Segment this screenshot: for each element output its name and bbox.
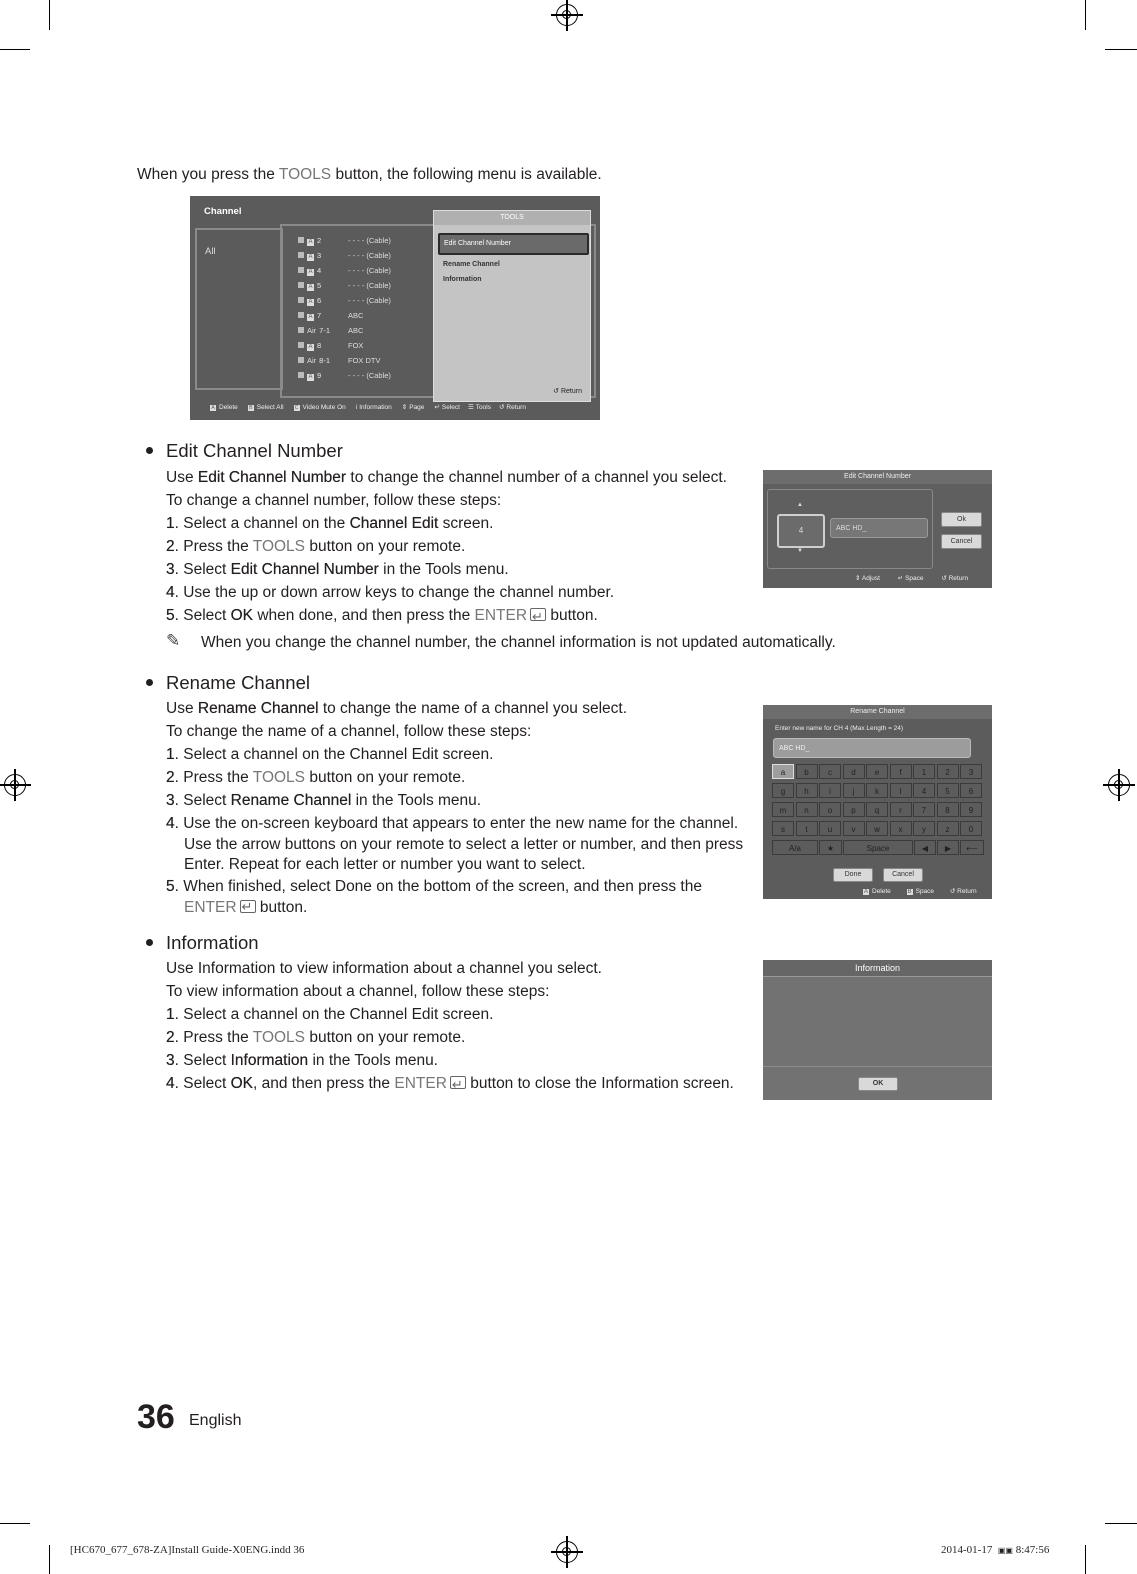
- info-step-3: 3. Select Information in the Tools menu.: [166, 1052, 438, 1069]
- channel-row[interactable]: [298, 236, 391, 251]
- channel-name: - - - - (Cable): [348, 296, 391, 305]
- antenna-a-icon: A: [308, 299, 313, 305]
- crop-mark: [49, 1545, 50, 1574]
- channel-row[interactable]: [298, 371, 391, 386]
- page-language: English: [189, 1412, 242, 1429]
- rename-step-2: 2. Press the TOOLS button on your remote.: [166, 769, 466, 786]
- channel-name: - - - - (Cable): [348, 251, 391, 260]
- cancel-button[interactable]: Cancel: [883, 868, 923, 882]
- heading-rename-channel: Rename Channel: [166, 672, 310, 693]
- antenna-a-icon: A: [308, 314, 313, 320]
- edit-step-2: 2. Press the TOOLS button on your remote.: [166, 538, 466, 555]
- keyboard-key[interactable]: q: [866, 802, 888, 817]
- video-mute-key-icon: C: [294, 405, 299, 411]
- rename-screen-footer: [863, 887, 977, 895]
- antenna-a-icon: A: [308, 374, 313, 380]
- enter-icon: [450, 1076, 466, 1089]
- edit-note: When you change the channel number, the channel information is not updated automatically.: [201, 634, 836, 651]
- channel-number: 7: [317, 311, 322, 320]
- footer-label: Select All: [256, 404, 284, 411]
- return-icon: ↺: [498, 404, 505, 411]
- footer-hint[interactable]: [499, 404, 526, 411]
- edit-screen-panel: [767, 489, 933, 569]
- chevron-down-icon[interactable]: ▼: [797, 548, 803, 554]
- footer-hint[interactable]: [248, 404, 284, 411]
- air-icon: Air: [307, 326, 317, 335]
- ok-button[interactable]: OK: [858, 1077, 898, 1091]
- tools-item-edit-channel-number[interactable]: Edit Channel Number: [438, 233, 589, 255]
- crop-mark: [1105, 1523, 1137, 1524]
- checkbox-icon[interactable]: [298, 357, 304, 363]
- tools-icon: ☰: [467, 404, 474, 411]
- channel-row[interactable]: [298, 251, 391, 266]
- rename-step-4: 4. Use the on-screen keyboard that appears to enter the new name for the channel.: [166, 815, 739, 832]
- footer-hint[interactable]: [294, 404, 346, 411]
- channel-number: 3: [317, 251, 322, 260]
- checkbox-icon[interactable]: [298, 372, 304, 378]
- registration-mark-icon: [4, 774, 26, 796]
- channel-row[interactable]: [298, 341, 364, 356]
- bullet-icon: [146, 679, 153, 686]
- channel-row[interactable]: [298, 311, 364, 326]
- rename-paragraph-2: To change the name of a channel, follow these steps:: [166, 723, 532, 740]
- channel-number: 5: [317, 281, 322, 290]
- select-all-key-icon: B: [249, 405, 253, 411]
- channel-row[interactable]: [298, 296, 391, 311]
- channel-number: 8-1: [319, 356, 331, 365]
- keyboard-key[interactable]: c: [819, 764, 841, 779]
- keyboard-key[interactable]: l: [890, 783, 912, 798]
- keyboard-key[interactable]: 1: [913, 764, 935, 779]
- crop-mark: [0, 49, 30, 50]
- space-hint: B Space: [907, 888, 935, 895]
- keyboard-key[interactable]: 2: [937, 764, 959, 779]
- keyboard-key[interactable]: m: [772, 802, 794, 817]
- crop-mark: [1085, 1545, 1086, 1574]
- note-pencil-icon: ✎: [166, 631, 181, 650]
- crop-mark: [0, 1523, 30, 1524]
- antenna-a-icon: A: [308, 239, 313, 245]
- enter-icon: [530, 608, 546, 621]
- keyboard-key[interactable]: 3: [960, 764, 982, 779]
- return-hint[interactable]: ↺ Return: [941, 575, 969, 582]
- adjust-hint: ⇕ Adjust: [855, 575, 880, 582]
- edit-step-4: 4. Use the up or down arrow keys to change the channel number.: [166, 584, 615, 601]
- keyboard-key[interactable]: v: [843, 821, 865, 836]
- print-timestamp: 2014-01-17 ▣▣ 8:47:56: [941, 1544, 1050, 1556]
- channel-number: 8: [317, 341, 322, 350]
- info-icon: i: [355, 404, 358, 411]
- info-step-1: 1. Select a channel on the Channel Edit screen.: [166, 1006, 494, 1023]
- heading-information: Information: [166, 932, 259, 953]
- ok-button[interactable]: Ok: [941, 512, 982, 527]
- keyboard-key[interactable]: z: [937, 821, 959, 836]
- enter-icon: [240, 900, 256, 913]
- channel-number: 2: [317, 236, 322, 245]
- backspace-key[interactable]: ⟵: [960, 840, 984, 855]
- rename-step-1: 1. Select a channel on the Channel Edit screen.: [166, 746, 494, 763]
- checkbox-icon[interactable]: [298, 312, 304, 318]
- info-paragraph-2: To view information about a channel, follow these steps:: [166, 983, 550, 1000]
- footer-hint[interactable]: [434, 404, 460, 411]
- info-paragraph-1: Use Information to view information about a channel you select.: [166, 960, 602, 977]
- checkbox-icon[interactable]: [298, 282, 304, 288]
- channel-name: FOX DTV: [348, 356, 381, 365]
- footer-label: Video Mute On: [302, 404, 346, 411]
- keyboard-key[interactable]: g: [772, 783, 794, 798]
- edit-channel-number-screen: [763, 470, 992, 588]
- rename-section-body: [166, 697, 756, 918]
- keyboard-key[interactable]: w: [866, 821, 888, 836]
- tools-item-information[interactable]: Information: [443, 276, 482, 283]
- registration-mark-icon: [556, 1541, 578, 1563]
- channel-row[interactable]: [298, 281, 391, 296]
- footer-label: Tools: [475, 404, 491, 411]
- checkbox-icon[interactable]: [298, 252, 304, 258]
- channel-screen-title: Channel: [204, 206, 242, 217]
- heading-edit-channel-number: Edit Channel Number: [166, 440, 343, 461]
- channel-number: 9: [317, 371, 322, 380]
- left-arrow-key[interactable]: ◀: [914, 840, 936, 855]
- page-arrows-icon: ⇕: [401, 404, 408, 411]
- footer-hint[interactable]: [468, 404, 491, 411]
- return-hint[interactable]: ↺ Return: [949, 888, 977, 895]
- done-button[interactable]: Done: [833, 868, 873, 882]
- footer-label: Delete: [219, 404, 238, 411]
- keyboard-key[interactable]: 0: [960, 821, 982, 836]
- registration-mark-icon: [556, 4, 578, 26]
- antenna-a-icon: A: [308, 344, 313, 350]
- bullet-icon: [146, 939, 153, 946]
- antenna-a-icon: A: [308, 269, 313, 275]
- rename-screen-title: Rename Channel: [763, 705, 992, 719]
- delete-hint: A Delete: [863, 888, 891, 895]
- channel-screen: [190, 196, 600, 420]
- channel-name: FOX: [348, 341, 364, 350]
- crop-mark: [1085, 0, 1086, 30]
- footer-label: Page: [409, 404, 425, 411]
- channel-name: - - - - (Cable): [348, 281, 391, 290]
- tools-popup: [433, 210, 591, 402]
- keyboard-key[interactable]: a: [772, 764, 794, 779]
- checkbox-icon[interactable]: [298, 342, 304, 348]
- edit-screen-footer: [855, 574, 968, 582]
- intro-text: When you press the TOOLS button, the following menu is available.: [137, 166, 602, 183]
- edit-step-3: 3. Select Edit Channel Number in the Tools menu.: [166, 561, 509, 578]
- filter-panel: [195, 228, 283, 390]
- keyboard-key[interactable]: e: [866, 764, 888, 779]
- info-screen-title: Information: [763, 960, 992, 977]
- keyboard-key[interactable]: k: [866, 783, 888, 798]
- tools-item-rename-channel[interactable]: Rename Channel: [443, 261, 500, 268]
- rename-step-5-cont: ENTER↵ button.: [166, 898, 756, 918]
- crop-mark: [49, 0, 50, 30]
- channel-name: - - - - (Cable): [348, 236, 391, 245]
- rename-prompt: Enter new name for CH 4 (Max Length = 24): [775, 725, 904, 732]
- checkbox-icon[interactable]: [298, 297, 304, 303]
- keyboard-key[interactable]: x: [890, 821, 912, 836]
- keyboard-key[interactable]: r: [890, 802, 912, 817]
- rename-paragraph-1: Use Rename Channel to change the name of a channel you select.: [166, 700, 628, 717]
- registration-mark-icon: [1108, 774, 1130, 796]
- keyboard-key[interactable]: 7: [913, 802, 935, 817]
- case-toggle-key[interactable]: A/a: [772, 840, 818, 855]
- delete-key-icon: A: [211, 405, 215, 411]
- keyboard-key[interactable]: 5: [937, 783, 959, 798]
- keyboard-key[interactable]: p: [843, 802, 865, 817]
- checkbox-icon[interactable]: [298, 327, 304, 333]
- air-icon: Air: [307, 356, 317, 365]
- footer-hint[interactable]: [402, 404, 425, 411]
- keyboard-key[interactable]: 4: [913, 783, 935, 798]
- channel-number: 4: [317, 266, 322, 275]
- keyboard-key[interactable]: 6: [960, 783, 982, 798]
- footer-label: Select: [441, 404, 460, 411]
- page-number: 36: [137, 1398, 175, 1436]
- crop-mark: [1105, 49, 1137, 50]
- chevron-up-icon[interactable]: ▲: [797, 502, 803, 508]
- keyboard-key[interactable]: b: [796, 764, 818, 779]
- footer-hint[interactable]: [210, 404, 238, 411]
- info-step-4: 4. Select OK, and then press the ENTER↵ button to close the Information screen.: [166, 1072, 756, 1095]
- channel-number-field[interactable]: 4: [777, 514, 825, 548]
- channel-number: 6: [317, 296, 322, 305]
- edit-step-1: 1. Select a channel on the Channel Edit screen.: [166, 515, 494, 532]
- antenna-a-icon: A: [308, 284, 313, 290]
- channel-name: ABC: [348, 326, 364, 335]
- symbol-key[interactable]: ★: [819, 840, 842, 855]
- keyboard-key[interactable]: o: [819, 802, 841, 817]
- right-arrow-key[interactable]: ▶: [937, 840, 959, 855]
- enter-icon: ↵: [434, 404, 440, 411]
- cancel-button[interactable]: Cancel: [941, 534, 982, 549]
- rename-channel-screen: [763, 705, 992, 899]
- channel-name: - - - - (Cable): [348, 371, 391, 380]
- keyboard-key[interactable]: h: [796, 783, 818, 798]
- edit-paragraph-2: To change a channel number, follow these steps:: [166, 492, 502, 509]
- keyboard-key[interactable]: t: [796, 821, 818, 836]
- checkbox-icon[interactable]: [298, 267, 304, 273]
- channel-name: - - - - (Cable): [348, 266, 391, 275]
- rename-step-3: 3. Select Rename Channel in the Tools menu.: [166, 792, 482, 809]
- rename-step-5: 5. When finished, select Done on the bottom of the screen, and then press the: [166, 878, 702, 895]
- channel-name: ABC: [348, 311, 364, 320]
- space-hint: ↵ Space: [897, 575, 924, 582]
- footer-hint[interactable]: [356, 404, 392, 411]
- channel-row[interactable]: [298, 266, 391, 281]
- filter-all[interactable]: All: [205, 246, 216, 257]
- channel-row[interactable]: [298, 356, 381, 371]
- space-key[interactable]: Space: [843, 840, 913, 855]
- footer-label: Information: [359, 404, 392, 411]
- keyboard-key[interactable]: y: [913, 821, 935, 836]
- keyboard-key[interactable]: n: [796, 802, 818, 817]
- antenna-a-icon: A: [308, 254, 313, 260]
- keyboard-key[interactable]: 8: [937, 802, 959, 817]
- edit-screen-title: Edit Channel Number: [763, 470, 992, 484]
- rename-step-4-cont: Use the arrow buttons on your remote to select a letter or number, and then press Enter. Repeat for each letter or number you want to select.: [184, 836, 744, 873]
- bullet-icon: [146, 447, 153, 454]
- keyboard-key[interactable]: d: [843, 764, 865, 779]
- info-divider: [763, 1066, 992, 1067]
- edit-section-body: [166, 466, 756, 627]
- channel-name-field[interactable]: ABC HD_: [830, 518, 928, 538]
- keyboard-key[interactable]: 9: [960, 802, 982, 817]
- keyboard-key[interactable]: i: [819, 783, 841, 798]
- keyboard-key[interactable]: f: [890, 764, 912, 779]
- channel-number: 7-1: [319, 326, 331, 335]
- tools-return[interactable]: ↺ Return: [553, 388, 582, 395]
- edit-step-5: 5. Select OK when done, and then press the ENTER↵ button.: [166, 604, 756, 627]
- information-screen: [763, 960, 992, 1100]
- edit-paragraph-1: Use Edit Channel Number to change the channel number of a channel you select.: [166, 469, 727, 486]
- keyboard-key[interactable]: s: [772, 821, 794, 836]
- info-section-body: [166, 957, 756, 1095]
- footer-label: Return: [506, 404, 526, 411]
- tools-title: TOOLS: [434, 211, 590, 225]
- checkbox-icon[interactable]: [298, 237, 304, 243]
- keyboard-key[interactable]: u: [819, 821, 841, 836]
- rename-name-field[interactable]: ABC HD_: [773, 738, 971, 758]
- info-step-2: 2. Press the TOOLS button on your remote.: [166, 1029, 466, 1046]
- channel-row[interactable]: [298, 326, 364, 341]
- keyboard-key[interactable]: j: [843, 783, 865, 798]
- file-name: [HC670_677_678-ZA]Install Guide-X0ENG.indd 36: [70, 1544, 305, 1556]
